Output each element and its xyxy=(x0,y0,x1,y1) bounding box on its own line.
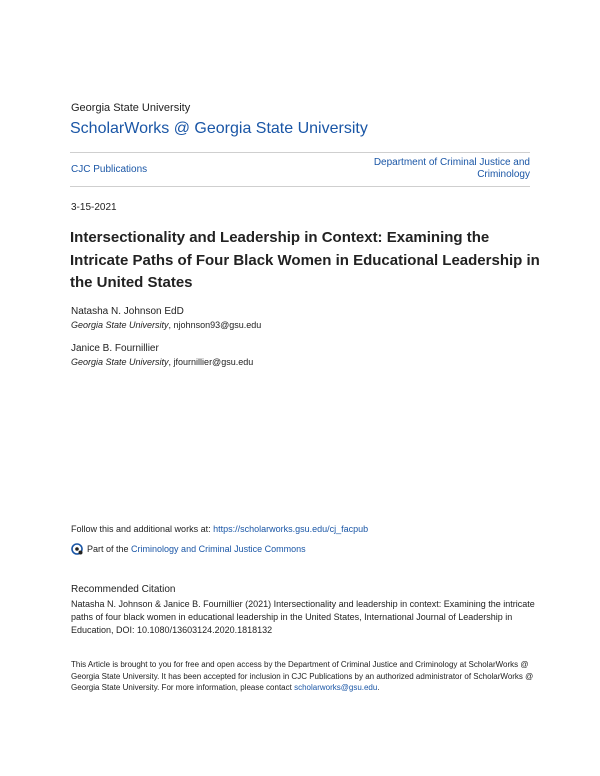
department-link[interactable]: Department of Criminal Justice and Criminology xyxy=(373,157,530,180)
bottom-divider xyxy=(70,186,530,187)
author-name: Janice B. Fournillier xyxy=(71,343,159,354)
part-of-prefix: Part of the xyxy=(87,544,129,554)
contact-email-link[interactable]: scholarworks@gsu.edu xyxy=(294,683,378,692)
follow-prefix: Follow this and additional works at: xyxy=(71,524,214,534)
university-name: Georgia State University xyxy=(71,102,191,114)
citation-text: Natasha N. Johnson & Janice B. Fournillier (2021) Intersectionality and leadership in context: Examining the intricate paths of four black women in educational leadership in the United States, International Journal of Leadership in Education, DOI: 10.1080/13603124.2020.1818132 xyxy=(71,599,535,635)
author-institution: Georgia State University xyxy=(71,357,169,367)
follow-link[interactable]: https://scholarworks.gsu.edu/cj_facpub xyxy=(213,524,369,534)
publication-date: 3-15-2021 xyxy=(71,202,117,213)
access-notice xyxy=(71,659,541,694)
repository-link[interactable]: ScholarWorks @ Georgia State University xyxy=(70,120,368,137)
network-commons-icon xyxy=(71,543,83,555)
author-email: , jfournillier@gsu.edu xyxy=(168,357,254,367)
author-email: , njohnson93@gsu.edu xyxy=(168,320,262,330)
author-name: Natasha N. Johnson EdD xyxy=(71,306,184,317)
article-title: Intersectionality and Leadership in Context: Examining the Intricate Paths of Four Black Women in Educational Leadership in the United States xyxy=(70,229,540,291)
access-notice-end: . xyxy=(377,683,380,692)
author-affiliation xyxy=(71,357,253,367)
author-affiliation xyxy=(71,320,261,330)
access-notice-text: This Article is brought to you for free and open access by the Department of Criminal Justice and Criminology at ScholarWorks @ Georgia State University. It has been accepted for inclusion in CJC Publications by an authorized administrator of ScholarWorks @ Georgia State University. For more information, please contact xyxy=(71,660,534,692)
follow-line xyxy=(71,524,368,534)
top-divider xyxy=(70,152,530,153)
collection-link[interactable]: CJC Publications xyxy=(71,164,148,175)
part-of-line xyxy=(71,543,306,555)
commons-link[interactable]: Criminology and Criminal Justice Commons xyxy=(131,544,306,554)
citation-heading: Recommended Citation xyxy=(71,584,176,595)
author-institution: Georgia State University xyxy=(71,320,169,330)
